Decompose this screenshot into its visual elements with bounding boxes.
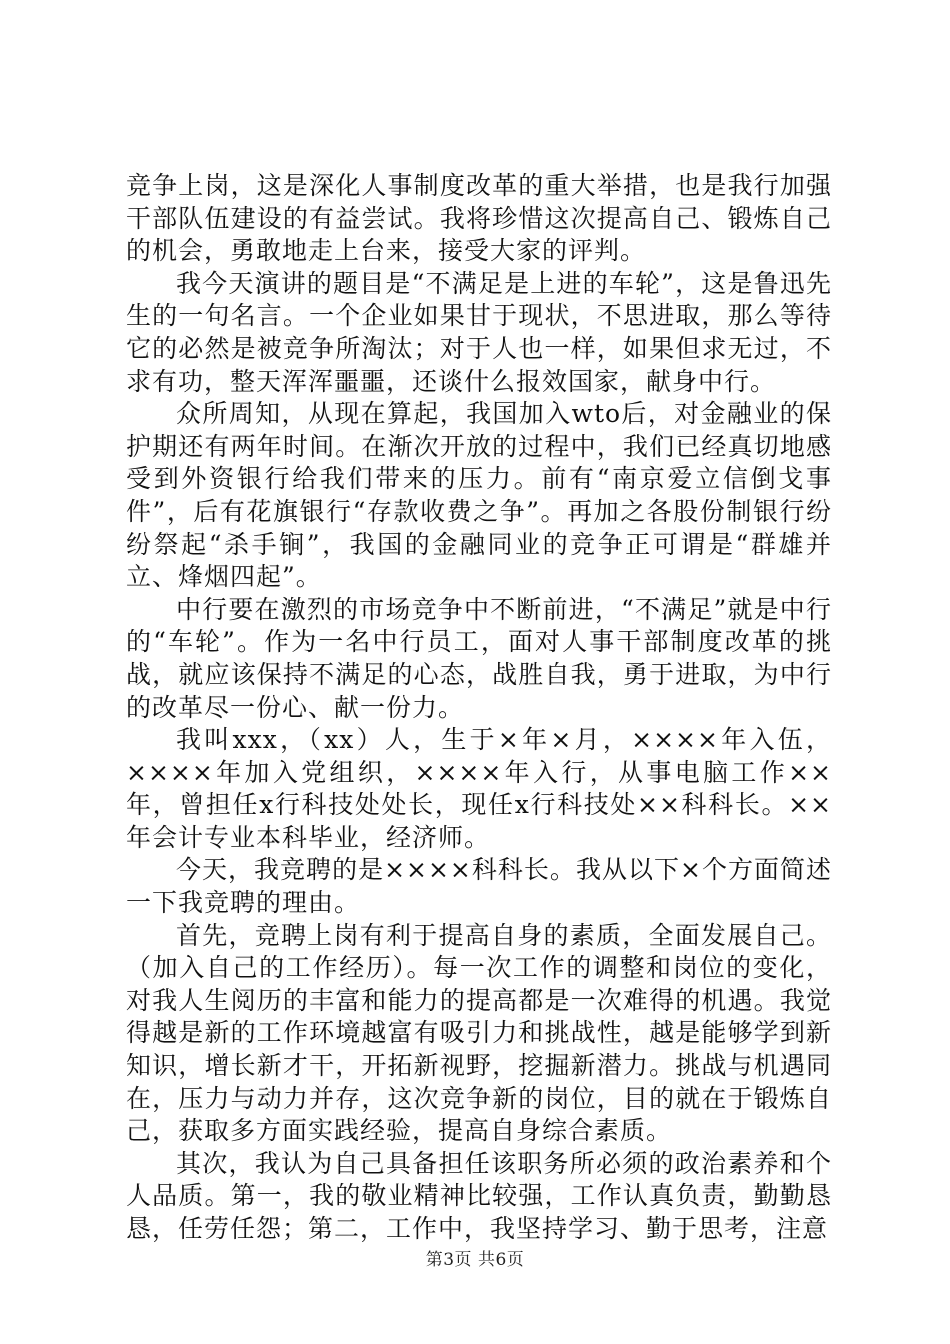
paragraph-position: 今天，我竞聘的是××××科科长。我从以下×个方面简述一下我竞聘的理由。: [126, 855, 832, 918]
page-number-footer: 第3页 共6页: [425, 1250, 525, 1270]
paragraph-wto: 众所周知，从现在算起，我国加入wto后，对金融业的保护期还有两年时间。在渐次开放的过程中，我们已经真切地感受到外资银行给我们带来的压力。前有“南京爱立信倒戈事件”，后有花旗银行“存款收费之争”。再加之各股份制银行纷纷祭起“杀手锏”，我国的金融同业的竞争正可谓是“群雄并立、烽烟四起”。: [126, 399, 832, 592]
paragraph-speech-title: 我今天演讲的题目是“不满足是上进的车轮”，这是鲁迅先生的一句名言。一个企业如果甘于现状，不思进取，那么等待它的必然是被竞争所淘汰；对于人也一样，如果但求无过，不求有功，整天浑浑噩噩，还谈什么报效国家，献身中行。: [126, 268, 832, 396]
document-body: [126, 170, 832, 1246]
paragraph-first-reason: 首先，竞聘上岗有利于提高自身的素质，全面发展自己。（加入自己的工作经历）。每一次工作的调整和岗位的变化，对我人生阅历的丰富和能力的提高都是一次难得的机遇。我觉得越是新的工作环境越富有吸引力和挑战性，越是能够学到新知识，增长新才干，开拓新视野，挖掘新潜力。挑战与机遇同在，压力与动力并存，这次竞争新的岗位，目的就在于锻炼自己，获取多方面实践经验，提高自身综合素质。: [126, 920, 832, 1146]
paragraph-opening: 竞争上岗，这是深化人事制度改革的重大举措，也是我行加强干部队伍建设的有益尝试。我将珍惜这次提高自己、锻炼自己的机会，勇敢地走上台来，接受大家的评判。: [126, 171, 832, 266]
paragraph-second-reason: 其次，我认为自己具备担任该职务所必须的政治素养和个人品质。第一，我的敬业精神比较强，工作认真负责，勤勤恳恳，任劳任怨；第二，工作中，我坚持学习、勤于思考，注意: [126, 1148, 832, 1243]
paragraph-self-introduction: 我叫xxx，（xx）人，生于×年×月，××××年入伍，××××年加入党组织，××××年入行，从事电脑工作××年，曾担任x行科技处处长，现任x行科技处××科科长。××年会计专业本科毕业，经济师。: [126, 725, 832, 852]
paragraph-bank-competition: 中行要在激烈的市场竞争中不断前进，“不满足”就是中行的“车轮”。作为一名中行员工，面对人事干部制度改革的挑战，就应该保持不满足的心态，战胜自我，勇于进取，为中行的改革尽一份心、献一份力。: [126, 594, 832, 722]
